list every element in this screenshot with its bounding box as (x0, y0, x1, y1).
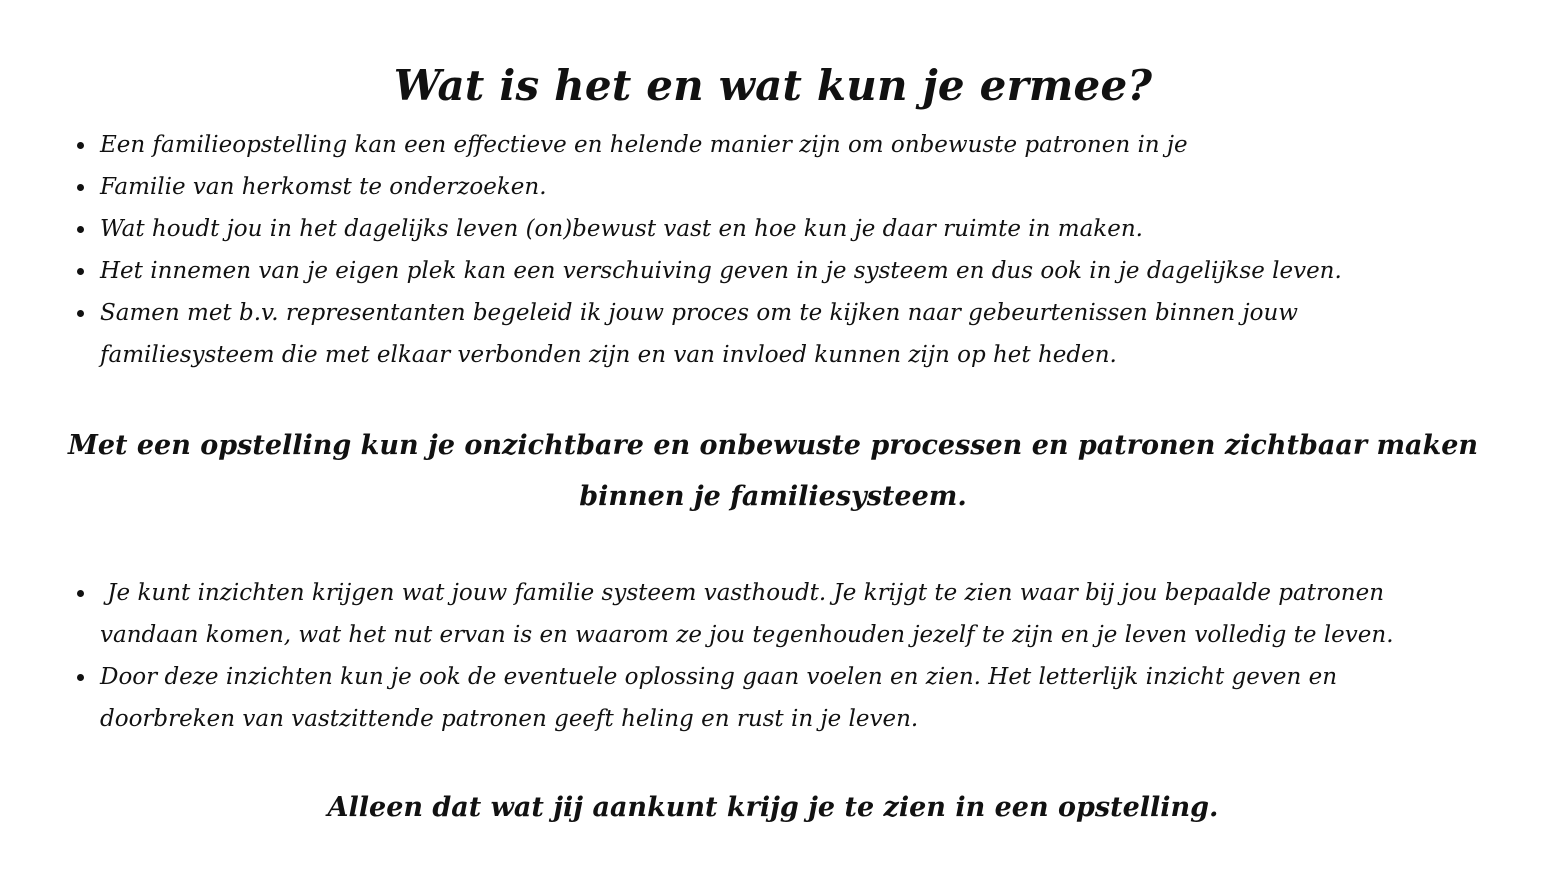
list-item (100, 292, 1500, 376)
key-statement-line: binnen je familiesysteem. (579, 481, 967, 512)
list-item-text: Een familieopstelling kan een effectieve en helende manier zijn om onbewuste patronen in je (100, 132, 1188, 158)
page-title: Wat is het en wat kun je ermee? (393, 61, 1153, 110)
list-item (100, 656, 1500, 740)
list-item-text-continued: familiesysteem die met elkaar verbonden zijn en van invloed kunnen zijn op het heden. (100, 342, 1117, 368)
list-item-text: Samen met b.v. representanten begeleid ik jouw proces om te kijken naar gebeurtenissen binnen jouw (100, 300, 1298, 326)
list-item (100, 572, 1500, 656)
list-item (100, 208, 1500, 250)
list-item-text-continued: vandaan komen, wat het nut ervan is en waarom ze jou tegenhouden jezelf te zijn en je leven volledig te leven. (100, 622, 1394, 648)
insights-bullet-list (100, 572, 1500, 740)
list-item-text: Familie van herkomst te onderzoeken. (100, 174, 547, 200)
intro-bullet-list (100, 124, 1500, 376)
list-item-text: Wat houdt jou in het dagelijks leven (on)bewust vast en hoe kun je daar ruimte in maken. (100, 216, 1143, 242)
list-item-text: Het innemen van je eigen plek kan een verschuiving geven in je systeem en dus ook in je dagelijkse leven. (100, 258, 1342, 284)
list-item (100, 124, 1500, 166)
list-item (100, 166, 1500, 208)
key-statement (0, 420, 1546, 522)
list-item (100, 250, 1500, 292)
list-item-text: Je kunt inzichten krijgen wat jouw familie systeem vasthoudt. Je krijgt te zien waar bij jou bepaalde patronen (100, 580, 1385, 606)
list-item-text: Door deze inzichten kun je ook de eventuele oplossing gaan voelen en zien. Het letterlijk inzicht geven en (100, 664, 1338, 690)
list-item-text-continued: doorbreken van vastzittende patronen geeft heling en rust in je leven. (100, 706, 919, 732)
key-statement-line: Met een opstelling kun je onzichtbare en onbewuste processen en patronen zichtbaar maken (67, 430, 1479, 461)
closing-statement: Alleen dat wat jij aankunt krijg je te zien in een opstelling. (327, 792, 1219, 823)
